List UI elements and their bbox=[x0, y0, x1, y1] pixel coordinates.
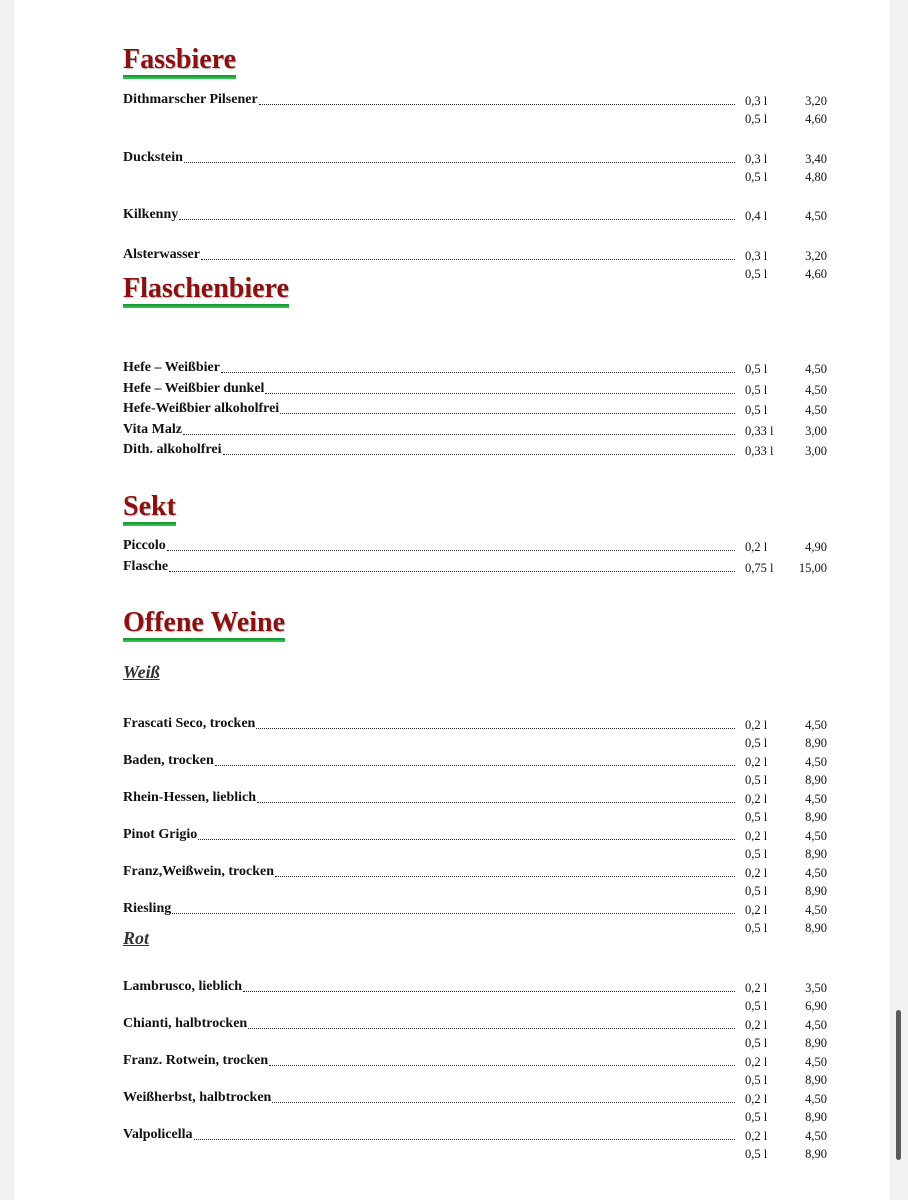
menu-item-name: Piccolo bbox=[123, 538, 166, 553]
price-value: 8,90 bbox=[805, 920, 827, 935]
serving-size: 0,5 l bbox=[745, 920, 768, 935]
menu-item bbox=[123, 206, 843, 224]
menu-item bbox=[123, 978, 843, 1013]
dot-leader bbox=[183, 433, 735, 435]
serving-size: 0,2 l bbox=[745, 1055, 768, 1069]
serving-size: 0,2 l bbox=[745, 1129, 768, 1143]
serving-size: 0,2 l bbox=[745, 1018, 768, 1032]
menu-item bbox=[123, 558, 843, 576]
section-heading-text: Fassbiere bbox=[123, 44, 237, 75]
serving-size: 0,3 l bbox=[745, 152, 768, 166]
serving-size: 0,5 l bbox=[745, 846, 768, 861]
price-row bbox=[745, 980, 827, 998]
menu-item-name: Flasche bbox=[123, 559, 169, 574]
menu-item-name: Vita Malz bbox=[123, 422, 182, 437]
price-row bbox=[745, 1054, 827, 1072]
price-value: 8,90 bbox=[805, 809, 827, 824]
price-row bbox=[745, 248, 827, 266]
dot-leader bbox=[215, 764, 735, 766]
price-row bbox=[745, 717, 827, 735]
price-row bbox=[745, 169, 827, 187]
price-row bbox=[745, 1091, 827, 1109]
menu-item-prices bbox=[745, 980, 827, 1015]
section-heading-text: Offene Weine bbox=[123, 607, 286, 638]
price-row bbox=[745, 539, 827, 557]
menu-item-line bbox=[123, 421, 737, 439]
price-row bbox=[745, 865, 827, 883]
serving-size: 0,5 l bbox=[745, 883, 768, 898]
price-row bbox=[745, 883, 827, 901]
menu-item-name: Lambrusco, lieblich bbox=[123, 979, 243, 994]
dot-leader bbox=[272, 1101, 735, 1103]
menu-item-line bbox=[123, 246, 737, 264]
menu-item-line bbox=[123, 752, 737, 770]
serving-size: 0,33 l bbox=[745, 424, 774, 438]
menu-item-prices bbox=[745, 382, 827, 400]
price-row bbox=[745, 1017, 827, 1035]
menu-item-line bbox=[123, 715, 737, 733]
dot-leader bbox=[167, 549, 735, 551]
dot-leader bbox=[257, 801, 735, 803]
dot-leader bbox=[280, 412, 735, 414]
menu-item-name: Hefe – Weißbier dunkel bbox=[123, 381, 265, 396]
menu-item-prices bbox=[745, 423, 827, 441]
price-value: 4,50 bbox=[805, 866, 827, 880]
price-value: 4,50 bbox=[805, 383, 827, 397]
menu-item bbox=[123, 1126, 843, 1161]
serving-size: 0,5 l bbox=[745, 998, 768, 1013]
price-row bbox=[745, 902, 827, 920]
menu-item-prices bbox=[745, 865, 827, 900]
section-heading bbox=[123, 493, 176, 524]
menu-item-name: Dith. alkoholfrei bbox=[123, 442, 222, 457]
price-value: 4,80 bbox=[805, 169, 827, 184]
menu-item bbox=[123, 359, 843, 377]
dot-leader bbox=[269, 1064, 735, 1066]
price-value: 4,50 bbox=[805, 903, 827, 917]
menu-item bbox=[123, 91, 843, 126]
price-row bbox=[745, 791, 827, 809]
scrollbar-thumb[interactable] bbox=[896, 1010, 901, 1160]
menu-item-prices bbox=[745, 1091, 827, 1126]
dot-leader bbox=[243, 990, 735, 992]
section-heading bbox=[123, 609, 285, 640]
price-row bbox=[745, 208, 827, 226]
dot-leader bbox=[169, 570, 735, 572]
price-row bbox=[745, 828, 827, 846]
price-value: 15,00 bbox=[798, 561, 827, 575]
price-value: 4,50 bbox=[805, 829, 827, 843]
menu-item-name: Hefe-Weißbier alkoholfrei bbox=[123, 401, 280, 416]
menu-item-line bbox=[123, 826, 737, 844]
menu-page bbox=[14, 0, 890, 1200]
serving-size: 0,75 l bbox=[745, 561, 774, 575]
serving-size: 0,5 l bbox=[745, 772, 768, 787]
menu-item-name: Valpolicella bbox=[123, 1127, 193, 1142]
price-row bbox=[745, 402, 827, 420]
serving-size: 0,3 l bbox=[745, 249, 768, 263]
menu-item-prices bbox=[745, 539, 827, 557]
menu-item-line bbox=[123, 359, 737, 377]
price-value: 8,90 bbox=[805, 735, 827, 750]
serving-size: 0,2 l bbox=[745, 540, 768, 554]
menu-item-line bbox=[123, 1052, 737, 1070]
serving-size: 0,2 l bbox=[745, 866, 768, 880]
price-row bbox=[745, 754, 827, 772]
price-value: 4,50 bbox=[805, 403, 827, 417]
menu-item bbox=[123, 1015, 843, 1050]
serving-size: 0,5 l bbox=[745, 169, 768, 184]
menu-item-name: Rhein-Hessen, lieblich bbox=[123, 790, 257, 805]
price-value: 3,00 bbox=[805, 444, 827, 458]
price-value: 4,50 bbox=[805, 209, 827, 223]
menu-item-line bbox=[123, 1089, 737, 1107]
serving-size: 0,2 l bbox=[745, 792, 768, 806]
price-row bbox=[745, 920, 827, 938]
serving-size: 0,2 l bbox=[745, 829, 768, 843]
price-value: 4,90 bbox=[805, 540, 827, 554]
price-row bbox=[745, 1072, 827, 1090]
menu-item-prices bbox=[745, 754, 827, 789]
menu-item-prices bbox=[745, 361, 827, 379]
price-value: 4,50 bbox=[805, 718, 827, 732]
menu-item-line bbox=[123, 1126, 737, 1144]
menu-item-line bbox=[123, 863, 737, 881]
menu-item-name: Franz,Weißwein, trocken bbox=[123, 864, 275, 879]
price-row bbox=[745, 1035, 827, 1053]
dot-leader bbox=[259, 103, 735, 105]
price-row bbox=[745, 1128, 827, 1146]
serving-size: 0,2 l bbox=[745, 981, 768, 995]
price-value: 4,50 bbox=[805, 792, 827, 806]
menu-item bbox=[123, 246, 843, 281]
price-value: 8,90 bbox=[805, 883, 827, 898]
menu-item-name: Frascati Seco, trocken bbox=[123, 716, 256, 731]
menu-item-line bbox=[123, 978, 737, 996]
menu-item bbox=[123, 752, 843, 787]
dot-leader bbox=[223, 453, 735, 455]
dot-leader bbox=[221, 371, 735, 373]
menu-item-prices bbox=[745, 791, 827, 826]
dot-leader bbox=[179, 218, 735, 220]
price-value: 3,00 bbox=[805, 424, 827, 438]
menu-item-line bbox=[123, 380, 737, 398]
price-value: 6,90 bbox=[805, 998, 827, 1013]
price-row bbox=[745, 998, 827, 1016]
dot-leader bbox=[184, 161, 735, 163]
price-value: 8,90 bbox=[805, 1072, 827, 1087]
price-row bbox=[745, 772, 827, 790]
menu-item bbox=[123, 441, 843, 459]
dot-leader bbox=[265, 392, 735, 394]
menu-item-name: Alsterwasser bbox=[123, 247, 200, 262]
menu-item bbox=[123, 826, 843, 861]
serving-size: 0,33 l bbox=[745, 444, 774, 458]
serving-size: 0,5 l bbox=[745, 111, 768, 126]
menu-item bbox=[123, 715, 843, 750]
menu-item-name: Weißherbst, halbtrocken bbox=[123, 1090, 272, 1105]
section-subheading: Rot bbox=[123, 928, 150, 948]
menu-item bbox=[123, 1052, 843, 1087]
menu-item-prices bbox=[745, 208, 827, 226]
price-value: 4,50 bbox=[805, 1018, 827, 1032]
section-heading-text: Flaschenbiere bbox=[123, 273, 289, 304]
price-value: 3,20 bbox=[805, 94, 827, 108]
menu-item-prices bbox=[745, 1054, 827, 1089]
section-heading bbox=[123, 275, 289, 306]
serving-size: 0,5 l bbox=[745, 403, 768, 417]
price-value: 4,50 bbox=[805, 362, 827, 376]
price-row bbox=[745, 1146, 827, 1164]
menu-item-prices bbox=[745, 1128, 827, 1163]
dot-leader bbox=[172, 912, 735, 914]
menu-item bbox=[123, 537, 843, 555]
serving-size: 0,2 l bbox=[745, 755, 768, 769]
menu-item-prices bbox=[745, 151, 827, 186]
menu-item-line bbox=[123, 1015, 737, 1033]
menu-item-name: Chianti, halbtrocken bbox=[123, 1016, 248, 1031]
serving-size: 0,5 l bbox=[745, 1109, 768, 1124]
price-row bbox=[745, 266, 827, 284]
price-value: 4,60 bbox=[805, 266, 827, 281]
price-row bbox=[745, 111, 827, 129]
menu-item-name: Franz. Rotwein, trocken bbox=[123, 1053, 269, 1068]
menu-item-line bbox=[123, 91, 737, 109]
menu-item-prices bbox=[745, 93, 827, 128]
menu-item-prices bbox=[745, 902, 827, 937]
price-value: 4,50 bbox=[805, 1092, 827, 1106]
menu-item-prices bbox=[745, 248, 827, 283]
price-row bbox=[745, 443, 827, 461]
serving-size: 0,5 l bbox=[745, 1072, 768, 1087]
price-row bbox=[745, 93, 827, 111]
menu-item-line bbox=[123, 558, 737, 576]
menu-item bbox=[123, 380, 843, 398]
dot-leader bbox=[198, 838, 735, 840]
menu-item-name: Hefe – Weißbier bbox=[123, 360, 220, 375]
serving-size: 0,3 l bbox=[745, 94, 768, 108]
serving-size: 0,4 l bbox=[745, 209, 768, 223]
menu-item bbox=[123, 863, 843, 898]
menu-item-prices bbox=[745, 1017, 827, 1052]
price-row bbox=[745, 560, 827, 578]
section-heading bbox=[123, 46, 236, 77]
price-value: 4,50 bbox=[805, 1055, 827, 1069]
menu-item bbox=[123, 789, 843, 824]
serving-size: 0,5 l bbox=[745, 362, 768, 376]
dot-leader bbox=[201, 258, 735, 260]
serving-size: 0,5 l bbox=[745, 1146, 768, 1161]
menu-item-line bbox=[123, 206, 737, 224]
price-value: 3,20 bbox=[805, 249, 827, 263]
serving-size: 0,5 l bbox=[745, 1035, 768, 1050]
price-value: 8,90 bbox=[805, 1146, 827, 1161]
price-row bbox=[745, 846, 827, 864]
price-row bbox=[745, 735, 827, 753]
price-value: 4,50 bbox=[805, 1129, 827, 1143]
dot-leader bbox=[256, 727, 735, 729]
menu-item-name: Duckstein bbox=[123, 150, 183, 165]
serving-size: 0,5 l bbox=[745, 266, 768, 281]
serving-size: 0,2 l bbox=[745, 1092, 768, 1106]
price-value: 4,50 bbox=[805, 755, 827, 769]
menu-item bbox=[123, 400, 843, 418]
price-value: 3,50 bbox=[805, 981, 827, 995]
menu-item-line bbox=[123, 900, 737, 918]
menu-item-line bbox=[123, 537, 737, 555]
dot-leader bbox=[194, 1138, 736, 1140]
menu-item bbox=[123, 1089, 843, 1124]
price-row bbox=[745, 361, 827, 379]
menu-item-name: Pinot Grigio bbox=[123, 827, 198, 842]
price-row bbox=[745, 809, 827, 827]
menu-item-prices bbox=[745, 828, 827, 863]
menu-item-name: Riesling bbox=[123, 901, 172, 916]
menu-item bbox=[123, 421, 843, 439]
menu-item-prices bbox=[745, 717, 827, 752]
dot-leader bbox=[275, 875, 735, 877]
menu-item-prices bbox=[745, 560, 827, 578]
menu-item-name: Dithmarscher Pilsener bbox=[123, 92, 258, 107]
price-row bbox=[745, 151, 827, 169]
menu-item-line bbox=[123, 789, 737, 807]
section-heading-text: Sekt bbox=[123, 491, 176, 522]
serving-size: 0,5 l bbox=[745, 809, 768, 824]
serving-size: 0,2 l bbox=[745, 718, 768, 732]
price-value: 8,90 bbox=[805, 1109, 827, 1124]
menu-item-line bbox=[123, 149, 737, 167]
section-subheading: Weiß bbox=[123, 662, 160, 682]
menu-item bbox=[123, 900, 843, 935]
serving-size: 0,5 l bbox=[745, 383, 768, 397]
price-value: 8,90 bbox=[805, 772, 827, 787]
serving-size: 0,2 l bbox=[745, 903, 768, 917]
dot-leader bbox=[248, 1027, 735, 1029]
price-value: 8,90 bbox=[805, 846, 827, 861]
menu-item-line bbox=[123, 400, 737, 418]
menu-item-prices bbox=[745, 443, 827, 461]
menu-item-prices bbox=[745, 402, 827, 420]
price-value: 3,40 bbox=[805, 152, 827, 166]
price-value: 4,60 bbox=[805, 111, 827, 126]
price-row bbox=[745, 423, 827, 441]
price-value: 8,90 bbox=[805, 1035, 827, 1050]
menu-item bbox=[123, 149, 843, 184]
price-row bbox=[745, 1109, 827, 1127]
serving-size: 0,5 l bbox=[745, 735, 768, 750]
menu-item-name: Baden, trocken bbox=[123, 753, 214, 768]
price-row bbox=[745, 382, 827, 400]
menu-item-name: Kilkenny bbox=[123, 207, 179, 222]
menu-item-line bbox=[123, 441, 737, 459]
